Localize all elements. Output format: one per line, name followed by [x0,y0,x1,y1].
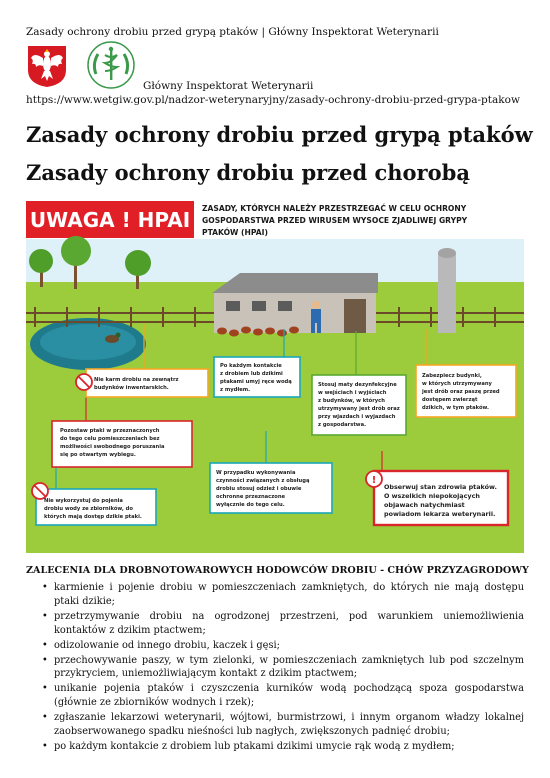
svg-text:Zabezpiecz budynki,: Zabezpiecz budynki, [422,373,482,379]
document-title: Zasady ochrony drobiu przed grypą ptaków | Główny Inspektorat Weterynarii [26,26,439,38]
info-box-other-birds [52,421,192,467]
info-box-mats [312,375,406,435]
svg-text:przy wjazdach i wyjazdach: przy wjazdach i wyjazdach [318,414,396,420]
organization-name: Główny Inspektorat Weterynarii [143,80,314,92]
svg-text:do tego celu pomieszczeniach b: do tego celu pomieszczeniach bez [60,436,160,442]
svg-text:Obserwuj stan zdrowia ptaków.: Obserwuj stan zdrowia ptaków. [384,483,497,491]
info-box-observe [366,471,508,525]
info-box-hands [214,357,300,397]
svg-text:się po otwartym wybiegu.: się po otwartym wybiegu. [60,452,136,458]
recommendations-heading: ZALECENIA DLA DROBNOTOWAROWYCH HODOWCÓW DROBIU - CHÓW PRZYZAGRODOWY [26,565,529,576]
svg-text:Nie karm drobiu na zewnątrz: Nie karm drobiu na zewnątrz [94,377,179,383]
svg-text:Nie wykorzystuj do pojenia: Nie wykorzystuj do pojenia [44,498,123,504]
svg-text:możliwości swobodnego poruszan: możliwości swobodnego poruszania [60,444,165,450]
section-heading: Zasady ochrony drobiu przed chorobą [26,160,470,185]
page-heading: Zasady ochrony drobiu przed grypą ptaków [26,122,533,147]
list-item: • po każdym kontakcie z drobiem lub ptakami dzikimi umycie rąk wodą z mydłem; [54,740,524,754]
infographic-title-line-2: GOSPODARSTWA PRZED WIRUSEM WYSOCE ZJADLIWEJ GRYPY [202,216,468,225]
svg-text:utrzymywany jest drób oraz: utrzymywany jest drób oraz [318,406,400,412]
recommendations-list [26,581,524,755]
svg-text:UWAGA ! HPAI: UWAGA ! HPAI [29,208,191,232]
svg-text:drobiu stosuj odzież i obuwie: drobiu stosuj odzież i obuwie [216,486,302,492]
infographic-title-line-1: ZASADY, KTÓRYCH NALEŻY PRZESTRZEGAĆ W CELU OCHRONY [202,204,467,213]
list-item: • odizolowanie od innego drobiu, kaczek i gęsi; [54,639,524,653]
svg-text:z gospodarstwa.: z gospodarstwa. [318,422,367,428]
polish-emblem-icon [26,44,68,88]
svg-text:W przypadku wykonywania: W przypadku wykonywania [216,470,296,476]
info-box-clothes [210,463,332,513]
svg-text:ptakami umyj ręce wodą: ptakami umyj ręce wodą [220,379,292,385]
svg-text:Po każdym kontakcie: Po każdym kontakcie [220,363,282,369]
svg-text:drobiu wody ze zbiorników, do: drobiu wody ze zbiorników, do [44,506,133,512]
info-box-secure [416,365,516,417]
pond-illustration [30,318,146,370]
svg-text:czynności związanych z obsługą: czynności związanych z obsługą [216,478,310,484]
svg-text:z budynków, w których: z budynków, w których [318,398,385,404]
list-item: • przechowywanie paszy, w tym zielonki, w pomieszczeniach zamkniętych lub pod szczelnym przykryciem, uniemożliwiającym kontakt z dzikim ptactwem; [54,654,524,682]
svg-text:Pozostaw ptaki w przeznaczonyc: Pozostaw ptaki w przeznaczonych [60,428,160,434]
infographic-title-line-3: PTAKÓW (HPAI) [202,228,268,237]
svg-text:budynków inwentarskich.: budynków inwentarskich. [94,385,169,391]
list-item: • unikanie pojenia ptaków i czyszczenia kurników wodą pochodzącą spoza gospodarstwa (głównie ze zbiorników wodnych i rzek); [54,682,524,710]
svg-text:jest drób oraz paszę przed: jest drób oraz paszę przed [422,389,500,395]
list-item: • przetrzymywanie drobiu na ogrodzonej przestrzeni, pod warunkiem uniemożliwienia kontaktów z dzikim ptactwem; [54,610,524,638]
svg-text:wyłącznie do tego celu.: wyłącznie do tego celu. [216,502,285,508]
svg-text:w wejściach i wyjściach: w wejściach i wyjściach [318,390,387,396]
svg-text:ochronne przeznaczone: ochronne przeznaczone [216,494,286,500]
svg-text:dostępem zwierząt: dostępem zwierząt [422,397,478,403]
svg-text:powiadom lekarza weterynarii.: powiadom lekarza weterynarii. [384,510,496,518]
hpai-infographic [26,199,524,553]
list-item: • zgłaszanie lekarzowi weterynarii, wójtowi, burmistrzowi, i innym organom władzy lokalnej zaobserwowanego spadku nieśności lub nagłych, zwiększonych padnięć drobiu; [54,711,524,739]
list-item: • karmienie i pojenie drobiu w pomieszczeniach zamkniętych, do których nie mają dostępu ptaki dzikie; [54,581,524,609]
vet-inspectorate-logo-icon [86,40,136,90]
svg-text:objawach natychmiast: objawach natychmiast [384,501,465,509]
svg-text:w których utrzymywany: w których utrzymywany [422,381,492,387]
uwaga-badge [26,201,194,238]
svg-text:Stosuj maty dezynfekcyjne: Stosuj maty dezynfekcyjne [318,382,397,388]
svg-text:!: ! [371,475,377,486]
svg-text:z mydłem.: z mydłem. [220,387,251,393]
source-url[interactable]: https://www.wetgiw.gov.pl/nadzor-weterynaryjny/zasady-ochrony-drobiu-przed-grypa-ptakow [26,94,520,106]
svg-text:dzikich, w tym ptaków.: dzikich, w tym ptaków. [422,405,489,411]
info-box-feed [76,369,208,397]
svg-text:których mają dostęp dzikie pta: których mają dostęp dzikie ptaki. [44,514,142,520]
info-box-water [32,483,156,525]
svg-text:z drobiem lub dzikimi: z drobiem lub dzikimi [220,371,283,377]
svg-text:O wszelkich niepokojących: O wszelkich niepokojących [384,492,480,500]
